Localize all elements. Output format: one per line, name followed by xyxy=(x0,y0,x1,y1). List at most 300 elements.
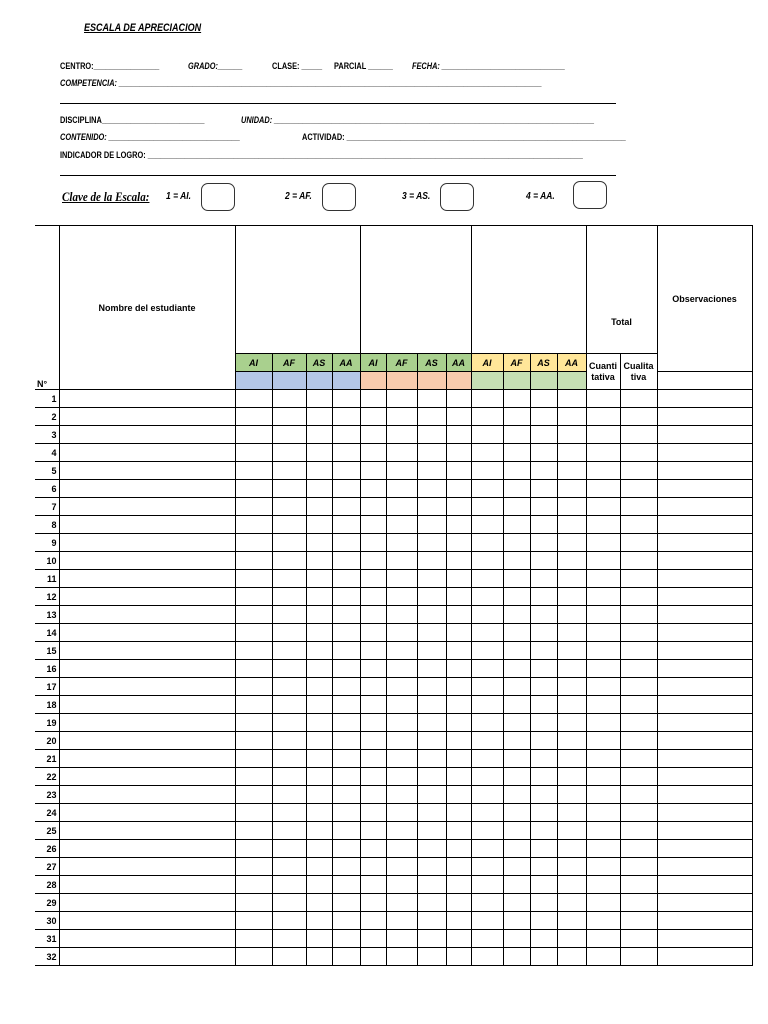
observation-cell[interactable] xyxy=(657,948,752,966)
score-cell[interactable] xyxy=(306,516,332,534)
score-cell[interactable] xyxy=(417,588,446,606)
score-cell[interactable] xyxy=(530,696,557,714)
key-3-box[interactable] xyxy=(440,183,474,211)
score-cell[interactable] xyxy=(360,444,386,462)
score-cell[interactable] xyxy=(503,840,530,858)
score-cell[interactable] xyxy=(471,606,503,624)
score-cell[interactable] xyxy=(620,624,657,642)
score-cell[interactable] xyxy=(586,624,620,642)
score-cell[interactable] xyxy=(471,642,503,660)
score-cell[interactable] xyxy=(530,894,557,912)
score-cell[interactable] xyxy=(586,786,620,804)
score-cell[interactable] xyxy=(557,444,586,462)
score-cell[interactable] xyxy=(417,750,446,768)
score-cell[interactable] xyxy=(332,642,360,660)
observation-cell[interactable] xyxy=(657,624,752,642)
score-cell[interactable] xyxy=(471,768,503,786)
score-cell[interactable] xyxy=(446,480,471,498)
score-cell[interactable] xyxy=(272,732,306,750)
score-cell[interactable] xyxy=(620,408,657,426)
score-cell[interactable] xyxy=(386,462,417,480)
score-cell[interactable] xyxy=(386,606,417,624)
observation-cell[interactable] xyxy=(657,912,752,930)
score-cell[interactable] xyxy=(557,894,586,912)
score-cell[interactable] xyxy=(332,462,360,480)
score-cell[interactable] xyxy=(386,516,417,534)
score-cell[interactable] xyxy=(557,426,586,444)
score-cell[interactable] xyxy=(417,678,446,696)
score-cell[interactable] xyxy=(417,912,446,930)
score-cell[interactable] xyxy=(360,804,386,822)
score-cell[interactable] xyxy=(471,588,503,606)
observation-cell[interactable] xyxy=(657,426,752,444)
score-cell[interactable] xyxy=(530,516,557,534)
score-cell[interactable] xyxy=(557,840,586,858)
score-cell[interactable] xyxy=(503,714,530,732)
score-cell[interactable] xyxy=(235,462,272,480)
score-cell[interactable] xyxy=(306,912,332,930)
student-name-cell[interactable] xyxy=(59,408,235,426)
score-cell[interactable] xyxy=(272,930,306,948)
score-cell[interactable] xyxy=(446,660,471,678)
score-cell[interactable] xyxy=(417,858,446,876)
key-2-box[interactable] xyxy=(322,183,356,211)
score-cell[interactable] xyxy=(557,516,586,534)
score-cell[interactable] xyxy=(446,390,471,408)
score-cell[interactable] xyxy=(446,624,471,642)
score-cell[interactable] xyxy=(471,912,503,930)
student-name-cell[interactable] xyxy=(59,624,235,642)
score-cell[interactable] xyxy=(446,840,471,858)
score-cell[interactable] xyxy=(417,804,446,822)
score-cell[interactable] xyxy=(386,894,417,912)
score-cell[interactable] xyxy=(503,660,530,678)
score-cell[interactable] xyxy=(386,678,417,696)
score-cell[interactable] xyxy=(557,660,586,678)
score-cell[interactable] xyxy=(503,606,530,624)
score-cell[interactable] xyxy=(386,930,417,948)
score-cell[interactable] xyxy=(386,426,417,444)
score-cell[interactable] xyxy=(417,948,446,966)
score-cell[interactable] xyxy=(235,912,272,930)
score-cell[interactable] xyxy=(386,534,417,552)
score-cell[interactable] xyxy=(360,696,386,714)
student-name-cell[interactable] xyxy=(59,930,235,948)
score-cell[interactable] xyxy=(360,948,386,966)
score-cell[interactable] xyxy=(306,876,332,894)
score-cell[interactable] xyxy=(557,480,586,498)
score-cell[interactable] xyxy=(620,786,657,804)
score-cell[interactable] xyxy=(471,462,503,480)
score-cell[interactable] xyxy=(306,426,332,444)
score-cell[interactable] xyxy=(306,858,332,876)
observation-cell[interactable] xyxy=(657,570,752,588)
score-cell[interactable] xyxy=(235,534,272,552)
score-cell[interactable] xyxy=(586,858,620,876)
score-cell[interactable] xyxy=(235,552,272,570)
score-cell[interactable] xyxy=(360,714,386,732)
grado-field[interactable]: GRADO:______ xyxy=(188,61,243,71)
score-cell[interactable] xyxy=(386,858,417,876)
score-cell[interactable] xyxy=(332,606,360,624)
score-cell[interactable] xyxy=(360,912,386,930)
score-cell[interactable] xyxy=(386,480,417,498)
student-name-cell[interactable] xyxy=(59,480,235,498)
score-cell[interactable] xyxy=(306,444,332,462)
score-cell[interactable] xyxy=(360,462,386,480)
student-name-cell[interactable] xyxy=(59,732,235,750)
score-cell[interactable] xyxy=(586,678,620,696)
score-cell[interactable] xyxy=(557,606,586,624)
score-cell[interactable] xyxy=(386,660,417,678)
score-cell[interactable] xyxy=(530,786,557,804)
parcial-field[interactable]: PARCIAL ______ xyxy=(334,61,393,71)
score-cell[interactable] xyxy=(360,732,386,750)
score-cell[interactable] xyxy=(332,912,360,930)
student-name-cell[interactable] xyxy=(59,768,235,786)
score-cell[interactable] xyxy=(586,390,620,408)
student-name-cell[interactable] xyxy=(59,786,235,804)
observation-cell[interactable] xyxy=(657,606,752,624)
score-cell[interactable] xyxy=(557,768,586,786)
student-name-cell[interactable] xyxy=(59,894,235,912)
score-cell[interactable] xyxy=(446,534,471,552)
score-cell[interactable] xyxy=(360,480,386,498)
student-name-cell[interactable] xyxy=(59,552,235,570)
score-cell[interactable] xyxy=(620,390,657,408)
score-cell[interactable] xyxy=(235,570,272,588)
score-cell[interactable] xyxy=(332,840,360,858)
score-cell[interactable] xyxy=(503,750,530,768)
score-cell[interactable] xyxy=(306,660,332,678)
score-cell[interactable] xyxy=(471,570,503,588)
score-cell[interactable] xyxy=(446,678,471,696)
score-cell[interactable] xyxy=(471,498,503,516)
actividad-field[interactable]: ACTIVIDAD: ____________________________________________________________________ xyxy=(302,132,626,142)
score-cell[interactable] xyxy=(503,930,530,948)
score-cell[interactable] xyxy=(272,840,306,858)
score-cell[interactable] xyxy=(620,696,657,714)
score-cell[interactable] xyxy=(471,822,503,840)
score-cell[interactable] xyxy=(446,606,471,624)
score-cell[interactable] xyxy=(471,678,503,696)
score-cell[interactable] xyxy=(446,948,471,966)
score-cell[interactable] xyxy=(332,894,360,912)
score-cell[interactable] xyxy=(386,408,417,426)
score-cell[interactable] xyxy=(446,714,471,732)
score-cell[interactable] xyxy=(417,498,446,516)
observation-cell[interactable] xyxy=(657,732,752,750)
fecha-field[interactable]: FECHA: ______________________________ xyxy=(412,61,566,71)
score-cell[interactable] xyxy=(332,516,360,534)
score-cell[interactable] xyxy=(235,804,272,822)
score-cell[interactable] xyxy=(557,732,586,750)
score-cell[interactable] xyxy=(332,570,360,588)
score-cell[interactable] xyxy=(386,588,417,606)
observation-cell[interactable] xyxy=(657,786,752,804)
score-cell[interactable] xyxy=(530,624,557,642)
score-cell[interactable] xyxy=(272,642,306,660)
score-cell[interactable] xyxy=(306,696,332,714)
score-cell[interactable] xyxy=(360,750,386,768)
score-cell[interactable] xyxy=(586,516,620,534)
score-cell[interactable] xyxy=(530,498,557,516)
observation-cell[interactable] xyxy=(657,444,752,462)
score-cell[interactable] xyxy=(557,552,586,570)
score-cell[interactable] xyxy=(557,930,586,948)
score-cell[interactable] xyxy=(503,624,530,642)
score-cell[interactable] xyxy=(557,750,586,768)
key-1-box[interactable] xyxy=(201,183,235,211)
score-cell[interactable] xyxy=(446,552,471,570)
score-cell[interactable] xyxy=(235,678,272,696)
score-cell[interactable] xyxy=(620,714,657,732)
score-cell[interactable] xyxy=(306,822,332,840)
score-cell[interactable] xyxy=(586,822,620,840)
score-cell[interactable] xyxy=(306,930,332,948)
score-cell[interactable] xyxy=(306,588,332,606)
score-cell[interactable] xyxy=(446,804,471,822)
score-cell[interactable] xyxy=(417,426,446,444)
score-cell[interactable] xyxy=(557,390,586,408)
student-name-cell[interactable] xyxy=(59,714,235,732)
score-cell[interactable] xyxy=(332,426,360,444)
student-name-cell[interactable] xyxy=(59,804,235,822)
score-cell[interactable] xyxy=(235,930,272,948)
score-cell[interactable] xyxy=(471,390,503,408)
student-name-cell[interactable] xyxy=(59,426,235,444)
contenido-field[interactable]: CONTENIDO: ________________________________ xyxy=(60,132,241,142)
score-cell[interactable] xyxy=(471,624,503,642)
score-cell[interactable] xyxy=(417,516,446,534)
score-cell[interactable] xyxy=(586,462,620,480)
score-cell[interactable] xyxy=(417,480,446,498)
key-4-box[interactable] xyxy=(573,181,607,209)
observation-cell[interactable] xyxy=(657,804,752,822)
score-cell[interactable] xyxy=(557,786,586,804)
score-cell[interactable] xyxy=(446,696,471,714)
score-cell[interactable] xyxy=(417,408,446,426)
score-cell[interactable] xyxy=(417,732,446,750)
observation-cell[interactable] xyxy=(657,552,752,570)
score-cell[interactable] xyxy=(503,894,530,912)
centro-field[interactable]: CENTRO:________________ xyxy=(60,61,160,71)
score-cell[interactable] xyxy=(586,804,620,822)
score-cell[interactable] xyxy=(272,768,306,786)
score-cell[interactable] xyxy=(386,750,417,768)
score-cell[interactable] xyxy=(272,426,306,444)
score-cell[interactable] xyxy=(306,606,332,624)
observation-cell[interactable] xyxy=(657,750,752,768)
score-cell[interactable] xyxy=(503,822,530,840)
score-cell[interactable] xyxy=(386,804,417,822)
student-name-cell[interactable] xyxy=(59,750,235,768)
score-cell[interactable] xyxy=(530,876,557,894)
score-cell[interactable] xyxy=(332,948,360,966)
score-cell[interactable] xyxy=(557,804,586,822)
observation-cell[interactable] xyxy=(657,660,752,678)
score-cell[interactable] xyxy=(586,606,620,624)
score-cell[interactable] xyxy=(235,516,272,534)
score-cell[interactable] xyxy=(306,552,332,570)
score-cell[interactable] xyxy=(557,696,586,714)
score-cell[interactable] xyxy=(557,462,586,480)
score-cell[interactable] xyxy=(360,660,386,678)
score-cell[interactable] xyxy=(306,948,332,966)
score-cell[interactable] xyxy=(586,498,620,516)
observation-cell[interactable] xyxy=(657,822,752,840)
score-cell[interactable] xyxy=(503,390,530,408)
indicador-field[interactable]: INDICADOR DE LOGRO: __________________________________________________________________________________________________________ xyxy=(60,150,583,160)
score-cell[interactable] xyxy=(586,840,620,858)
score-cell[interactable] xyxy=(360,822,386,840)
score-cell[interactable] xyxy=(586,534,620,552)
score-cell[interactable] xyxy=(386,552,417,570)
score-cell[interactable] xyxy=(417,390,446,408)
score-cell[interactable] xyxy=(471,552,503,570)
score-cell[interactable] xyxy=(620,660,657,678)
score-cell[interactable] xyxy=(332,876,360,894)
score-cell[interactable] xyxy=(557,588,586,606)
observation-cell[interactable] xyxy=(657,498,752,516)
score-cell[interactable] xyxy=(620,570,657,588)
score-cell[interactable] xyxy=(332,498,360,516)
score-cell[interactable] xyxy=(360,840,386,858)
score-cell[interactable] xyxy=(332,786,360,804)
student-name-cell[interactable] xyxy=(59,822,235,840)
observation-cell[interactable] xyxy=(657,408,752,426)
score-cell[interactable] xyxy=(235,588,272,606)
student-name-cell[interactable] xyxy=(59,390,235,408)
score-cell[interactable] xyxy=(360,570,386,588)
score-cell[interactable] xyxy=(386,390,417,408)
score-cell[interactable] xyxy=(503,678,530,696)
score-cell[interactable] xyxy=(471,894,503,912)
score-cell[interactable] xyxy=(471,840,503,858)
observation-cell[interactable] xyxy=(657,390,752,408)
score-cell[interactable] xyxy=(272,894,306,912)
score-cell[interactable] xyxy=(332,804,360,822)
score-cell[interactable] xyxy=(386,696,417,714)
score-cell[interactable] xyxy=(272,678,306,696)
score-cell[interactable] xyxy=(586,408,620,426)
score-cell[interactable] xyxy=(386,786,417,804)
score-cell[interactable] xyxy=(360,498,386,516)
score-cell[interactable] xyxy=(446,498,471,516)
score-cell[interactable] xyxy=(446,912,471,930)
score-cell[interactable] xyxy=(557,948,586,966)
score-cell[interactable] xyxy=(386,714,417,732)
score-cell[interactable] xyxy=(557,822,586,840)
score-cell[interactable] xyxy=(306,408,332,426)
score-cell[interactable] xyxy=(306,804,332,822)
score-cell[interactable] xyxy=(332,750,360,768)
observation-cell[interactable] xyxy=(657,534,752,552)
score-cell[interactable] xyxy=(503,948,530,966)
score-cell[interactable] xyxy=(360,516,386,534)
score-cell[interactable] xyxy=(332,588,360,606)
score-cell[interactable] xyxy=(586,660,620,678)
score-cell[interactable] xyxy=(446,588,471,606)
score-cell[interactable] xyxy=(446,876,471,894)
score-cell[interactable] xyxy=(471,660,503,678)
score-cell[interactable] xyxy=(503,876,530,894)
score-cell[interactable] xyxy=(235,642,272,660)
score-cell[interactable] xyxy=(417,624,446,642)
score-cell[interactable] xyxy=(557,570,586,588)
score-cell[interactable] xyxy=(530,606,557,624)
score-cell[interactable] xyxy=(417,786,446,804)
score-cell[interactable] xyxy=(272,786,306,804)
score-cell[interactable] xyxy=(503,426,530,444)
student-name-cell[interactable] xyxy=(59,498,235,516)
score-cell[interactable] xyxy=(557,714,586,732)
score-cell[interactable] xyxy=(306,462,332,480)
observation-cell[interactable] xyxy=(657,876,752,894)
score-cell[interactable] xyxy=(620,894,657,912)
score-cell[interactable] xyxy=(272,588,306,606)
score-cell[interactable] xyxy=(530,948,557,966)
score-cell[interactable] xyxy=(620,822,657,840)
score-cell[interactable] xyxy=(530,480,557,498)
score-cell[interactable] xyxy=(306,894,332,912)
score-cell[interactable] xyxy=(446,516,471,534)
score-cell[interactable] xyxy=(272,624,306,642)
score-cell[interactable] xyxy=(586,894,620,912)
score-cell[interactable] xyxy=(586,696,620,714)
observation-cell[interactable] xyxy=(657,768,752,786)
score-cell[interactable] xyxy=(272,606,306,624)
score-cell[interactable] xyxy=(530,678,557,696)
score-cell[interactable] xyxy=(272,516,306,534)
score-cell[interactable] xyxy=(386,822,417,840)
score-cell[interactable] xyxy=(332,480,360,498)
score-cell[interactable] xyxy=(446,858,471,876)
student-name-cell[interactable] xyxy=(59,534,235,552)
score-cell[interactable] xyxy=(557,408,586,426)
score-cell[interactable] xyxy=(586,570,620,588)
score-cell[interactable] xyxy=(586,588,620,606)
score-cell[interactable] xyxy=(417,840,446,858)
score-cell[interactable] xyxy=(386,912,417,930)
score-cell[interactable] xyxy=(417,894,446,912)
score-cell[interactable] xyxy=(235,768,272,786)
score-cell[interactable] xyxy=(586,912,620,930)
score-cell[interactable] xyxy=(235,732,272,750)
score-cell[interactable] xyxy=(471,480,503,498)
score-cell[interactable] xyxy=(471,696,503,714)
score-cell[interactable] xyxy=(471,516,503,534)
score-cell[interactable] xyxy=(332,444,360,462)
score-cell[interactable] xyxy=(272,822,306,840)
score-cell[interactable] xyxy=(471,444,503,462)
score-cell[interactable] xyxy=(235,408,272,426)
student-name-cell[interactable] xyxy=(59,588,235,606)
score-cell[interactable] xyxy=(446,426,471,444)
student-name-cell[interactable] xyxy=(59,912,235,930)
score-cell[interactable] xyxy=(417,876,446,894)
score-cell[interactable] xyxy=(530,426,557,444)
student-name-cell[interactable] xyxy=(59,678,235,696)
score-cell[interactable] xyxy=(360,552,386,570)
score-cell[interactable] xyxy=(586,552,620,570)
observation-cell[interactable] xyxy=(657,480,752,498)
score-cell[interactable] xyxy=(332,858,360,876)
score-cell[interactable] xyxy=(557,678,586,696)
score-cell[interactable] xyxy=(471,426,503,444)
score-cell[interactable] xyxy=(620,534,657,552)
score-cell[interactable] xyxy=(306,714,332,732)
